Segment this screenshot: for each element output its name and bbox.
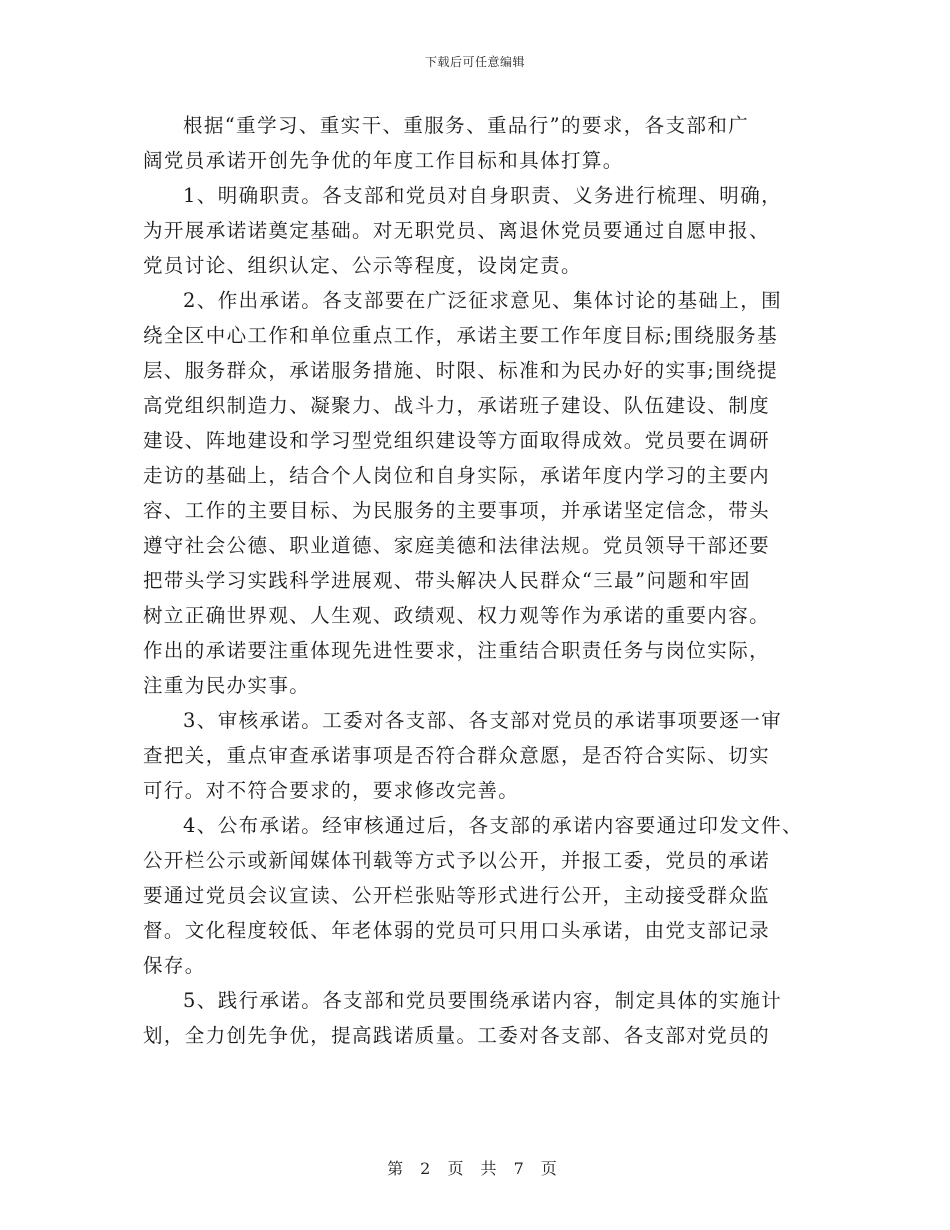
- text-line: 查把关，重点审查承诺事项是否符合群众意愿，是否符合实际、切实: [143, 744, 771, 767]
- document-body: [143, 108, 823, 1053]
- text-line: 绕全区中心工作和单位重点工作，承诺主要工作年度目标;围绕服务基: [143, 324, 778, 347]
- text-line: 可行。对不符合要求的，要求修改完善。: [143, 779, 520, 802]
- text-line: 党员讨论、组织认定、公示等程度，设岗定责。: [143, 254, 582, 277]
- text-line: 把带头学习实践科学进展观、带头解决人民群众“三最”问题和牢固: [143, 569, 751, 592]
- text-line: 根据“重学习、重实干、重服务、重品行”的要求，各支部和广: [183, 114, 750, 137]
- text-line: 划，全力创先争优，提高践诺质量。工委对各支部、各支部对党员的: [143, 1024, 771, 1047]
- text-line: 作出的承诺要注重体现先进性要求，注重结合职责任务与岗位实际，: [143, 639, 771, 662]
- text-line: 为开展承诺诺奠定基础。对无职党员、离退休党员要通过自愿申报、: [143, 219, 771, 242]
- text-line: 遵守社会公德、职业道德、家庭美德和法律法规。党员领导干部还要: [143, 534, 771, 557]
- paragraph-item-2: [143, 283, 823, 703]
- text-line: 层、服务群众，承诺服务措施、时限、标准和为民办好的实事;围绕提: [143, 359, 778, 382]
- page-header: 下载后可任意编辑: [424, 55, 525, 69]
- text-line: 公开栏公示或新闻媒体刊载等方式予以公开，并报工委，党员的承诺: [143, 849, 771, 872]
- text-line: 4、公布承诺。经审核通过后，各支部的承诺内容要通过印发文件、: [183, 814, 803, 837]
- text-line: 保存。: [143, 954, 206, 977]
- paragraph-item-3: [143, 703, 823, 808]
- text-line: 树立正确世界观、人生观、政绩观、权力观等作为承诺的重要内容。: [143, 604, 771, 627]
- text-line: 建设、阵地建设和学习型党组织建设等方面取得成效。党员要在调研: [143, 429, 771, 452]
- text-line: 2、作出承诺。各支部要在广泛征求意见、集体讨论的基础上，围: [183, 289, 783, 312]
- paragraph-item-1: [143, 178, 823, 283]
- text-line: 容、工作的主要目标、为民服务的主要事项，并承诺坚定信念，带头: [143, 499, 771, 522]
- text-line: 阔党员承诺开创先争优的年度工作目标和具体打算。: [143, 149, 624, 172]
- text-line: 高党组织制造力、凝聚力、战斗力，承诺班子建设、队伍建设、制度: [143, 394, 771, 417]
- text-line: 3、审核承诺。工委对各支部、各支部对党员的承诺事项要逐一审: [183, 709, 783, 732]
- page-number-footer: 第 2 页 共 7 页: [387, 1159, 563, 1178]
- text-line: 1、明确职责。各支部和党员对自身职责、义务进行梳理、明确，: [183, 184, 783, 207]
- paragraph-item-4: [143, 808, 823, 983]
- paragraph-item-5: [143, 983, 823, 1053]
- text-line: 注重为民办实事。: [143, 674, 311, 697]
- text-line: 走访的基础上，结合个人岗位和自身实际，承诺年度内学习的主要内: [143, 464, 771, 487]
- paragraph-intro: [143, 108, 823, 178]
- text-line: 督。文化程度较低、年老体弱的党员可只用口头承诺，由党支部记录: [143, 919, 771, 942]
- text-line: 5、践行承诺。各支部和党员要围绕承诺内容，制定具体的实施计: [183, 989, 783, 1012]
- text-line: 要通过党员会议宣读、公开栏张贴等形式进行公开，主动接受群众监: [143, 884, 771, 907]
